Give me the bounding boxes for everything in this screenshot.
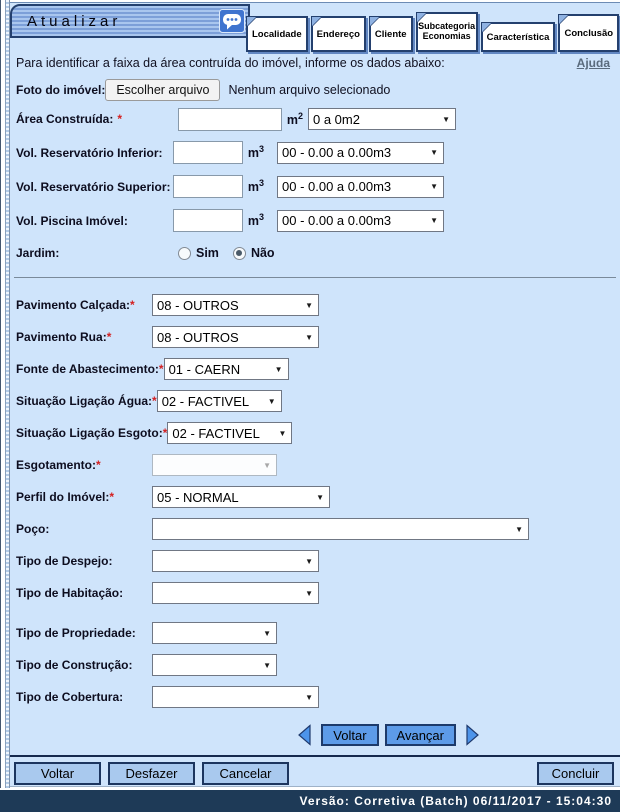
jardim-row — [10, 243, 620, 263]
file-status-text: Nenhum arquivo selecionado — [228, 82, 391, 97]
vol-reservatorio-inferior-select[interactable]: 00 - 0.00 a 0.00m3 ▼ — [277, 142, 444, 164]
pavimento-rua-row — [10, 326, 620, 348]
jardim-nao-label: Não — [250, 246, 275, 260]
tipo-construcao-label: Tipo de Construção: — [16, 658, 133, 672]
tipo-cobertura-select[interactable] — [152, 686, 319, 708]
area-construida-input[interactable] — [178, 108, 282, 131]
situacao-ligacao-esgoto-label: Situação Ligação Esgoto:* — [16, 426, 168, 440]
tipo-propriedade-select[interactable] — [152, 622, 277, 644]
tab-cliente[interactable]: Cliente — [369, 16, 413, 52]
foto-imovel-label: Foto do imóvel: — [16, 82, 106, 97]
pavimento-calcada-select[interactable]: 08 - OUTROS ▼ — [152, 294, 319, 316]
nav-voltar-button[interactable]: Voltar — [321, 724, 378, 746]
situacao-ligacao-esgoto-row — [10, 422, 620, 444]
situacao-ligacao-agua-select[interactable]: 02 - FACTIVEL ▼ — [157, 390, 282, 412]
perfil-imovel-row — [10, 486, 620, 508]
version-text: Versão: Corretiva (Batch) 06/11/2017 - 15:04:30 — [299, 794, 612, 808]
required-asterisk: * — [117, 112, 123, 126]
tab-subcategoria-economias[interactable]: Subcategoria Economias — [416, 12, 478, 52]
ajuda-link[interactable]: Ajuda — [576, 56, 610, 70]
cancelar-button[interactable]: Cancelar — [202, 762, 289, 785]
unit-m3: $m^3$ — [247, 144, 265, 161]
poco-row — [10, 518, 620, 540]
vol-reservatorio-superior-select[interactable]: 00 - 0.00 a 0.00m3 ▼ — [277, 176, 444, 198]
area-construida-row — [10, 107, 620, 131]
page-title: Atualizar — [27, 12, 122, 30]
speech-bubble-icon[interactable] — [219, 9, 245, 33]
window-left-frame — [0, 0, 10, 788]
vol-reservatorio-inferior-input[interactable] — [173, 141, 243, 164]
version-bar — [0, 790, 620, 812]
tab-localidade[interactable]: Localidade — [246, 16, 308, 52]
tab-conclusao[interactable]: Conclusão — [558, 14, 619, 52]
nav-arrow-right-icon[interactable] — [465, 724, 480, 746]
fonte-abastecimento-row — [10, 358, 620, 380]
tipo-propriedade-row — [10, 622, 620, 644]
area-construida-select[interactable]: 0 a 0m2 ▼ — [308, 108, 456, 130]
esgotamento-select — [152, 454, 277, 476]
situacao-ligacao-agua-row — [10, 390, 620, 412]
escolher-arquivo-button[interactable]: Escolher arquivo — [105, 79, 220, 101]
situacao-ligacao-esgoto-select[interactable]: 02 - FACTIVEL ▼ — [167, 422, 292, 444]
wizard-tabs — [246, 8, 620, 52]
perfil-imovel-label: Perfil do Imóvel:* — [16, 490, 115, 504]
actions-divider — [10, 755, 620, 757]
nav-arrow-left-icon[interactable] — [297, 724, 312, 746]
fonte-abastecimento-select[interactable]: 01 - CAERN ▼ — [164, 358, 289, 380]
vol-reservatorio-superior-row — [10, 175, 620, 198]
jardim-radio-sim[interactable] — [178, 247, 191, 260]
fonte-abastecimento-label: Fonte de Abastecimento:* — [16, 362, 164, 376]
nav-avancar-button[interactable]: Avançar — [385, 724, 456, 746]
perfil-imovel-select[interactable]: 05 - NORMAL ▼ — [152, 486, 330, 508]
poco-label: Poço: — [16, 522, 50, 536]
tab-endereco[interactable]: Endereço — [311, 16, 366, 52]
tipo-habitacao-row — [10, 582, 620, 604]
pavimento-calcada-row — [10, 294, 620, 316]
tipo-despejo-select[interactable] — [152, 550, 319, 572]
voltar-button[interactable]: Voltar — [14, 762, 101, 785]
tipo-cobertura-label: Tipo de Cobertura: — [16, 690, 124, 704]
wizard-nav — [10, 723, 620, 747]
tab-caracteristica[interactable]: Característica — [481, 22, 556, 52]
intro-text: Para identificar a faixa da área contruída do imóvel, informe os dados abaixo: — [16, 56, 445, 70]
tipo-propriedade-label: Tipo de Propriedade: — [16, 626, 136, 640]
unit-m3: $m^3$ — [247, 212, 265, 229]
pavimento-rua-select[interactable]: 08 - OUTROS ▼ — [152, 326, 319, 348]
poco-select[interactable] — [152, 518, 529, 540]
area-construida-label: Área Construída: * — [16, 112, 123, 126]
tipo-construcao-row — [10, 654, 620, 676]
title-bar — [10, 4, 250, 38]
vol-reservatorio-superior-input[interactable] — [173, 175, 243, 198]
jardim-label: Jardim: — [16, 246, 60, 260]
vol-reservatorio-inferior-label: Vol. Reservatório Inferior: — [16, 145, 163, 160]
pavimento-calcada-label: Pavimento Calçada:* — [16, 298, 135, 312]
tipo-despejo-row — [10, 550, 620, 572]
vol-piscina-imovel-row — [10, 209, 620, 232]
tipo-despejo-label: Tipo de Despejo: — [16, 554, 113, 568]
vol-piscina-imovel-select[interactable]: 00 - 0.00 a 0.00m3 ▼ — [277, 210, 444, 232]
vol-reservatorio-superior-label: Vol. Reservatório Superior: — [16, 179, 171, 194]
vol-reservatorio-inferior-row — [10, 141, 620, 164]
unit-m3: $m^3$ — [247, 178, 265, 195]
pavimento-rua-label: Pavimento Rua:* — [16, 330, 112, 344]
concluir-button[interactable]: Concluir — [537, 762, 614, 785]
situacao-ligacao-agua-label: Situação Ligação Água:* — [16, 394, 157, 408]
header — [10, 0, 620, 50]
intro-row — [10, 56, 620, 70]
jardim-radio-nao[interactable] — [233, 247, 246, 260]
esgotamento-row — [10, 454, 620, 476]
vol-piscina-imovel-input[interactable] — [173, 209, 243, 232]
desfazer-button[interactable]: Desfazer — [108, 762, 195, 785]
jardim-sim-label: Sim — [196, 246, 219, 260]
esgotamento-label: Esgotamento:* — [16, 458, 101, 472]
vol-piscina-imovel-label: Vol. Piscina Imóvel: — [16, 213, 128, 228]
unit-m2: $m^2$ — [286, 110, 304, 128]
tipo-cobertura-row — [10, 686, 620, 708]
foto-imovel-row — [10, 78, 620, 101]
tipo-habitacao-select[interactable] — [152, 582, 319, 604]
actions-bar — [10, 762, 620, 785]
window-top-frame — [0, 0, 620, 3]
tipo-habitacao-label: Tipo de Habitação: — [16, 586, 124, 600]
section-divider — [14, 277, 616, 278]
tipo-construcao-select[interactable] — [152, 654, 277, 676]
